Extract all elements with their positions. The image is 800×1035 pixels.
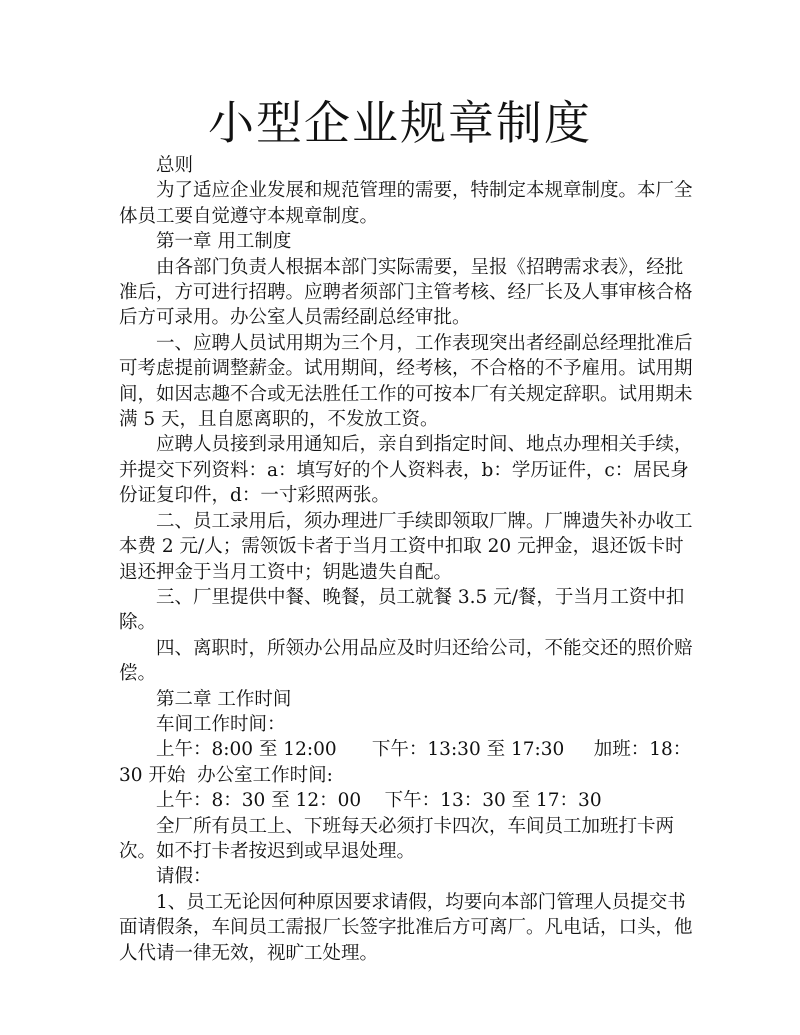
workshop-hours-label: 车间工作时间： (156, 713, 286, 735)
paragraph-meals: 三、厂里提供中餐、晚餐，员工就餐 3.5 元/餐，于当月工资中扣除。 (119, 586, 685, 634)
chapter-heading-2: 第二章 工作时间 (156, 688, 292, 710)
leave-heading: 请假： (156, 866, 212, 888)
office-hours: 上午：8：30 至 12：00 下午：13：30 至 17：30 (156, 790, 602, 812)
document-body (119, 153, 699, 966)
paragraph-onboarding-documents: 应聘人员接到录用通知后，亲自到指定时间、地点办理相关手续，并提交下列资料：a：填写好的个人资料表，b：学历证件，c：居民身份证复印件，d：一寸彩照两张。 (119, 434, 693, 507)
paragraph-intro: 为了适应企业发展和规范管理的需要，特制定本规章制度。本厂全体员工要自觉遵守本规章制度。 (119, 180, 693, 227)
section-heading-general: 总则 (156, 155, 194, 176)
paragraph-badge: 二、员工录用后，须办理进厂手续即领取厂牌。厂牌遗失补办收工本费 2 元/人；需领饭卡者于当月工资中扣取 20 元押金，退还饭卡时退还押金于当月工资中；钥匙遗失自配。 (119, 510, 693, 583)
paragraph-clock-in: 全厂所有员工上、下班每天必须打卡四次，车间员工加班打卡两次。如不打卡者按迟到或早退处理。 (119, 815, 675, 862)
workshop-hours: 上午：8:00 至 12:00 下午：13:30 至 17:30 加班：18：30 开始 办公室工作时间: (119, 739, 692, 786)
chapter-heading-1: 第一章 用工制度 (156, 231, 292, 253)
paragraph-recruitment: 由各部门负责人根据本部门实际需要，呈报《招聘需求表》，经批准后，方可进行招聘。应聘者须部门主管考核、经厂长及人事审核合格后方可录用。办公室人员需经副总经审批。 (119, 256, 693, 329)
document-title: 小型企业规章制度 (208, 96, 592, 150)
paragraph-probation: 一、应聘人员试用期为三个月，工作表现突出者经副总经理批准后可考虑提前调整薪金。试用期间，经考核，不合格的不予雇用。试用期间，如因志趣不合或无法胜任工作的可按本厂有关规定辞职。试用期未满 5 天，且自愿离职的，不发放工资。 (119, 332, 693, 431)
paragraph-resignation: 四、离职时，所领办公用品应及时归还给公司，不能交还的照价赔偿。 (119, 637, 693, 685)
paragraph-leave-request: 1、员工无论因何种原因要求请假，均要向本部门管理人员提交书面请假条，车间员工需报厂长签字批准后方可离厂。凡电话，口头，他人代请一律无效，视旷工处理。 (119, 891, 693, 964)
